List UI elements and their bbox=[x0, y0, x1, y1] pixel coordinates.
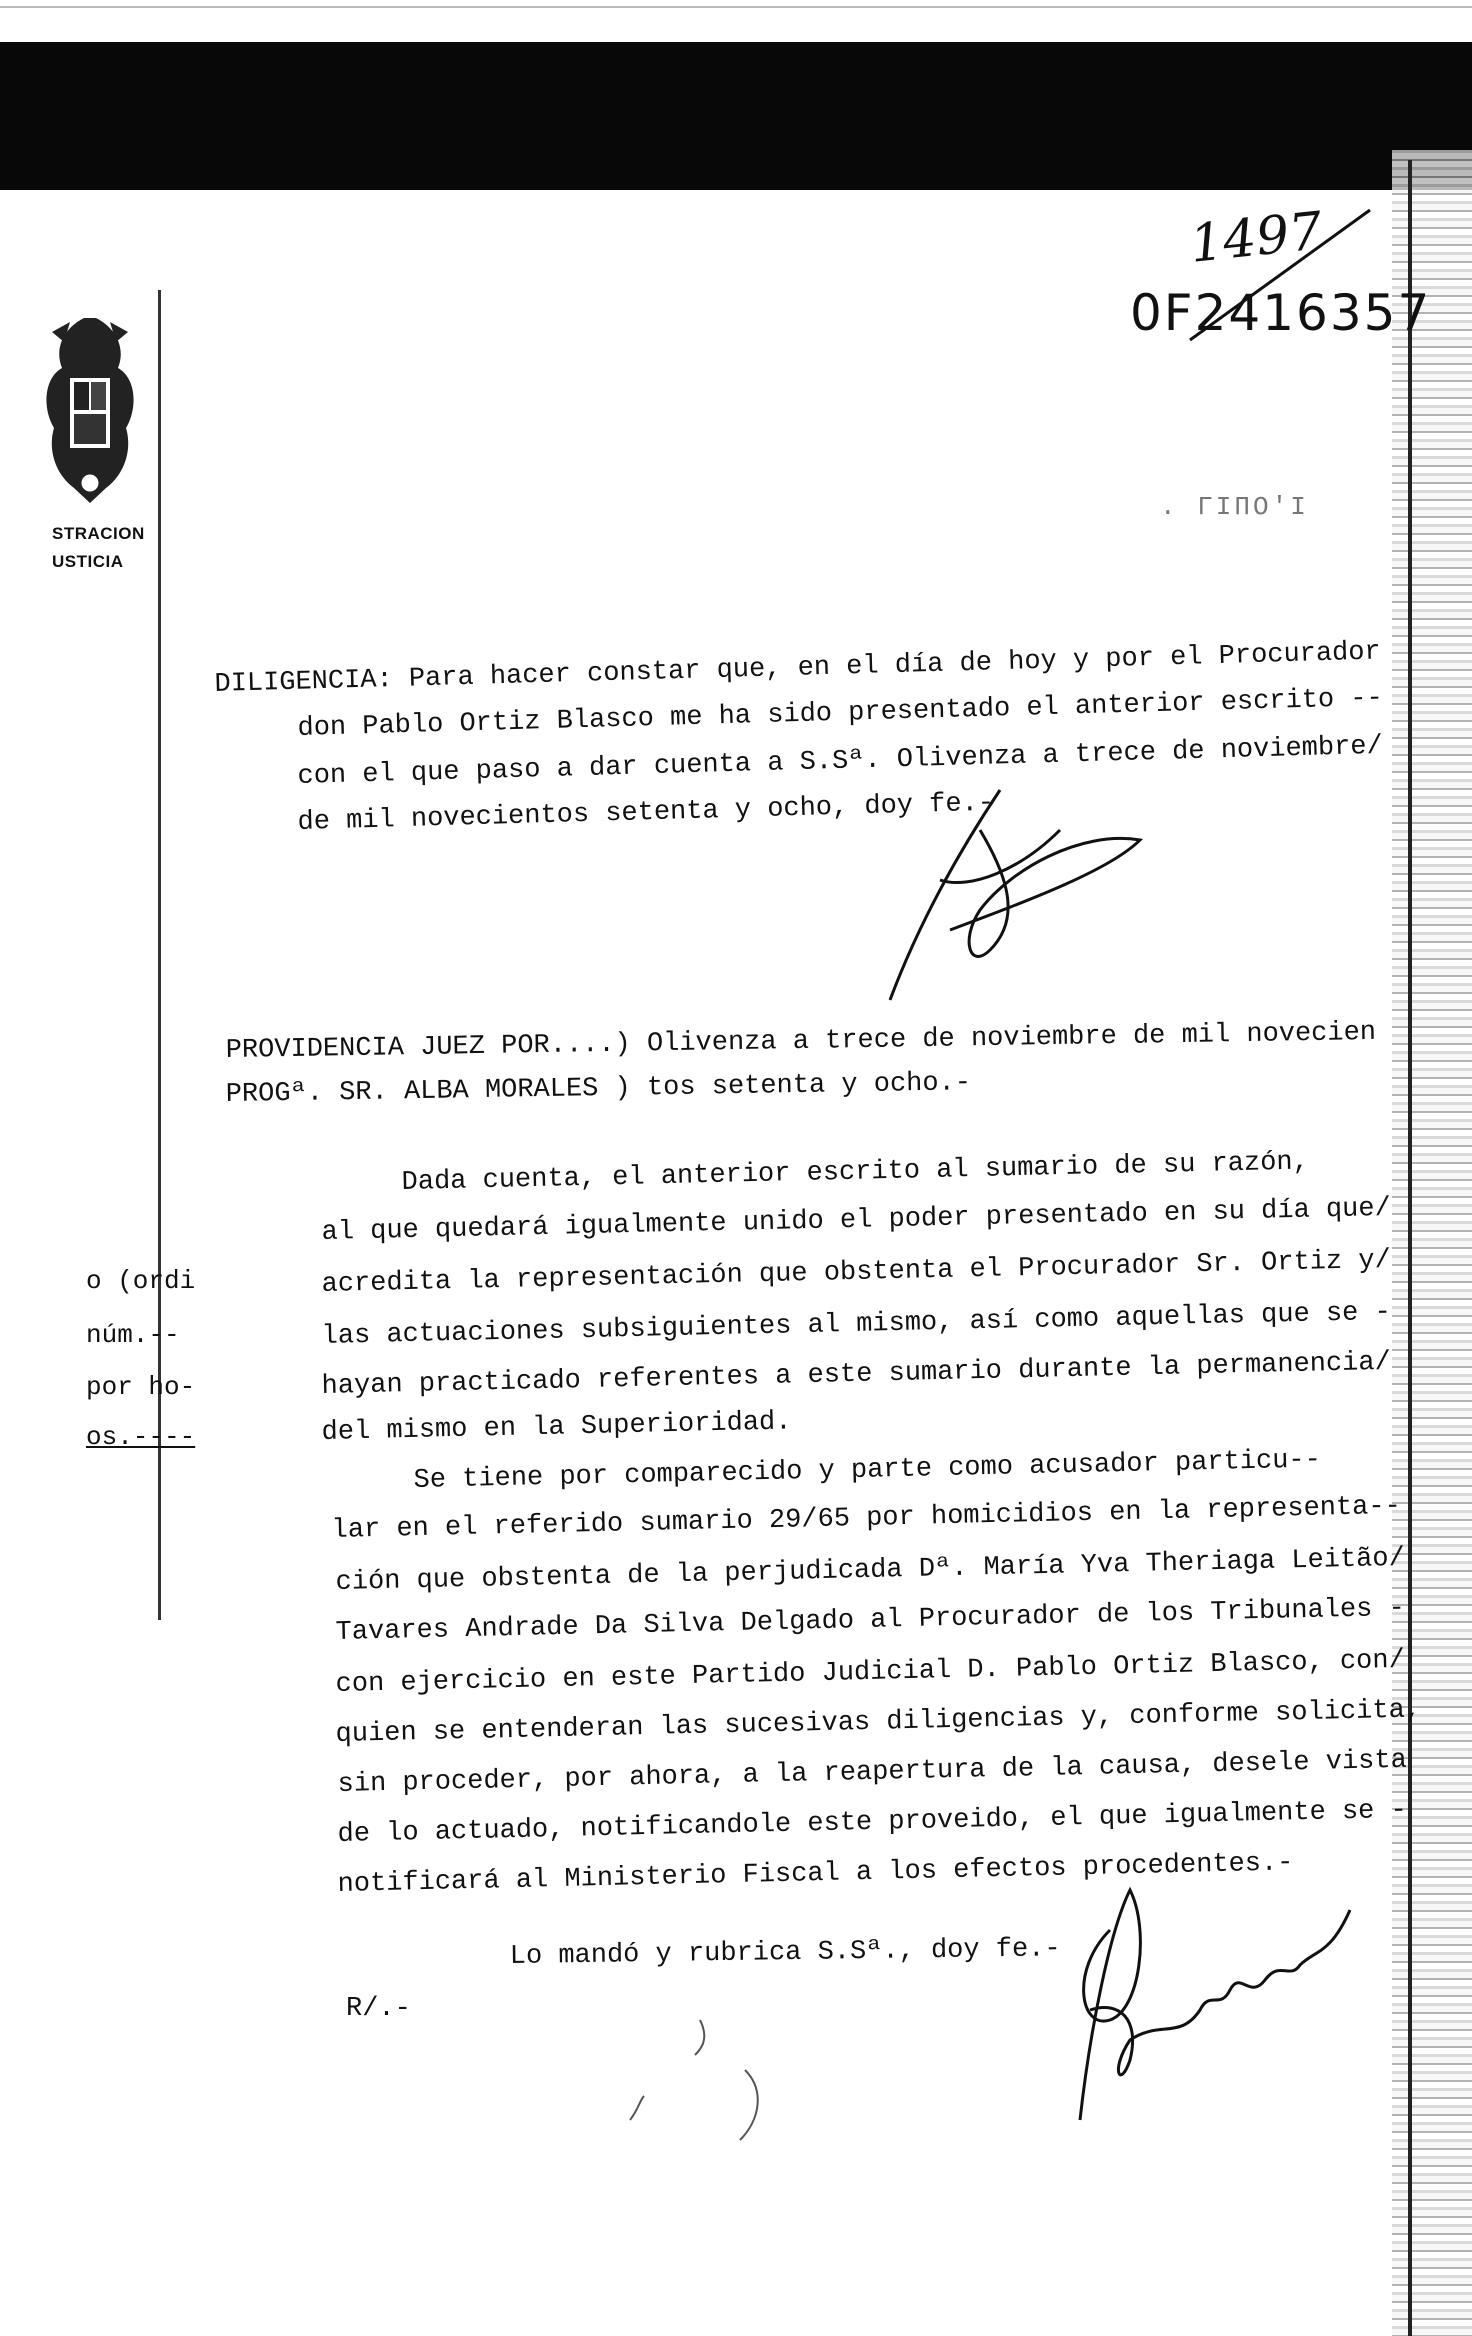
margin-fragment: por ho- bbox=[86, 1372, 196, 1402]
secretary-signature bbox=[880, 770, 1160, 1010]
body-line: sin proceder, por ahora, a la reapertura de la causa, desele vista bbox=[337, 1745, 1408, 1800]
judge-signature bbox=[1050, 1870, 1380, 2130]
margin-rule bbox=[158, 290, 161, 1620]
diligencia-line: de mil novecientos setenta y ocho, doy fe.- bbox=[297, 788, 995, 838]
body-line: con ejercicio en este Partido Judicial D. Pablo Ortiz Blasco, con/ bbox=[335, 1645, 1406, 1700]
body-line: quien se entenderan las sucesivas diligencias y, conforme solicita, bbox=[335, 1695, 1422, 1750]
diligencia-line: don Pablo Ortiz Blasco me ha sido presentado el anterior escrito -- bbox=[297, 683, 1384, 744]
diligencia-line: DILIGENCIA: Para hacer constar que, en el día de hoy y por el Procurador bbox=[214, 637, 1382, 700]
scan-black-band bbox=[0, 42, 1472, 190]
body-line: lar en el referido sumario 29/65 por homicidios en la representa-- bbox=[331, 1491, 1402, 1546]
body-line: notificará al Ministerio Fiscal a los efectos procedentes.- bbox=[337, 1848, 1294, 1900]
providencia-heading: PROVIDENCIA JUEZ POR....) Olivenza a trece de noviembre de mil novecien bbox=[225, 1017, 1377, 1066]
body-line: Tavares Andrade Da Silva Delgado al Procurador de los Tribunales - bbox=[335, 1593, 1406, 1648]
department-label bbox=[52, 520, 145, 576]
initials: R/.- bbox=[346, 1994, 411, 2024]
body-line: Dada cuenta, el anterior escrito al sumario de su razón, bbox=[401, 1147, 1310, 1198]
margin-fragment: o (ordi bbox=[86, 1266, 196, 1296]
body-line: hayan practicado referentes a este sumario durante la permanencia/ bbox=[321, 1347, 1392, 1402]
dept-line: USTICIA bbox=[52, 552, 124, 571]
body-line: las actuaciones subsiguientes al mismo, así como aquellas que se - bbox=[321, 1297, 1392, 1352]
providencia-heading: PROGª. SR. ALBA MORALES ) tos setenta y ocho.- bbox=[225, 1068, 972, 1110]
coat-of-arms-emblem bbox=[34, 308, 146, 508]
pencil-marks bbox=[600, 2010, 800, 2150]
margin-fragment: os.---- bbox=[86, 1422, 196, 1452]
top-edge-line bbox=[0, 6, 1472, 8]
strike-line bbox=[1180, 200, 1380, 360]
body-line: ción que obstenta de la perjudicada Dª. María Yva Theriaga Leitão/ bbox=[335, 1543, 1406, 1598]
diligencia-line: con el que paso a dar cuenta a S.Sª. Olivenza a trece de noviembre/ bbox=[297, 731, 1384, 792]
body-line: acredita la representación que obstenta el Procurador Sr. Ortiz y/ bbox=[321, 1245, 1392, 1300]
scan-right-edge-noise bbox=[1392, 150, 1472, 2336]
page-right-border bbox=[1408, 160, 1412, 2336]
closing-line: Lo mandó y rubrica S.Sª., doy fe.- bbox=[509, 1934, 1061, 1972]
faded-stamp: . ΓΙΠΟ'Ι bbox=[1160, 492, 1309, 522]
body-line: Se tiene por comparecido y parte como acusador particu-- bbox=[413, 1445, 1322, 1496]
reference-number: 0F2416357 bbox=[1130, 284, 1432, 342]
body-line: de lo actuado, notificandole este proveido, el que igualmente se - bbox=[337, 1795, 1408, 1850]
handwritten-reference: 1497 bbox=[1187, 201, 1326, 275]
body-line: del mismo en la Superioridad. bbox=[321, 1407, 792, 1448]
body-line: al que quedará igualmente unido el poder presentado en su día que/ bbox=[321, 1193, 1392, 1248]
dept-line: STRACION bbox=[52, 524, 145, 543]
margin-fragment: núm.-- bbox=[86, 1320, 180, 1350]
